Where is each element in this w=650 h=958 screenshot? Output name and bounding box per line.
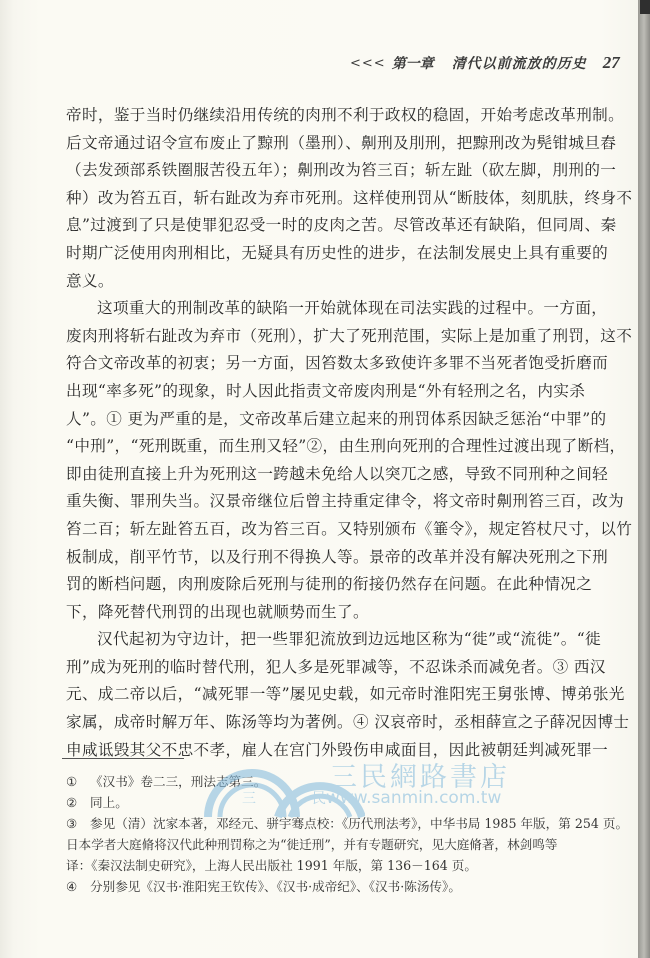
- footnote-3: [66, 813, 629, 834]
- footnote-text: 同上。: [90, 795, 128, 810]
- watermark-url: www.sanmin.com.tw: [326, 788, 502, 808]
- text-line: 废肉刑将斩右趾改为弃市（死刑），扩大了死刑范围，实际上是加重了刑罚，这不: [66, 326, 633, 345]
- footnotes: [66, 771, 629, 897]
- text-line: 申咸诋毁其父不忠不孝，雇人在宫门外毁伤申咸面目，因此被朝廷判减死罪一: [66, 740, 609, 759]
- footnote-1: [66, 771, 606, 792]
- chapter-label: 第一章: [391, 56, 434, 72]
- text-line: 罚的断档问题，肉刑废除后死刑与徒刑的衔接仍然存在问题。在此种情况之: [66, 575, 593, 594]
- footnote-text: 参见（清）沈家本著，邓经元、骈宇骞点校：《历代刑法考》，中华书局 1985 年版，第 254 页。: [90, 816, 629, 831]
- paragraph-start-line: 这项重大的刑制改革的缺陷一开始就体现在司法实践的过程中。一方面，: [97, 299, 608, 318]
- text-line: 后文帝通过诏令宣布废止了黥刑（墨刑）、劓刑及刖刑，把黥刑改为髡钳城旦舂: [66, 133, 617, 152]
- logo-char: 三: [242, 791, 256, 807]
- footnote-continuation: 日本学者大庭脩将汉代此种刑罚称之为“徙迁刑”，并有专题研究，见大庭脩著，林剑鸣等: [66, 837, 558, 852]
- footnote-2: [66, 792, 606, 813]
- text-line: “中刑”，“死刑既重，而生刑又轻”②，由生刑向死刑的合理性过渡出现了断档，: [66, 437, 626, 456]
- text-line: 元、成二帝以后，“减死罪一等”屡见史载，如元帝时淮阳宪王舅张博、博弟张光: [66, 685, 625, 704]
- text-line: 意义。: [66, 271, 114, 290]
- section-title: 清代以前流放的历史: [451, 56, 587, 72]
- footnote-text: 分别参见《汉书·淮阳宪王钦传》、《汉书·成帝纪》、《汉书·陈汤传》。: [90, 879, 461, 894]
- page-edge: [638, 0, 650, 958]
- page-number: 27: [602, 53, 620, 72]
- text-line: 下，降死替代刑罚的出现也就顺势而生了。: [66, 602, 369, 621]
- logo-char: 民: [312, 791, 326, 807]
- text-line: 刑”成为死刑的临时替代刑，犯人多是死罪减等，不忍诛杀而减免者。③ 西汉: [66, 657, 606, 676]
- text-line: （去发颈部系铁圈服苦役五年）；劓刑改为笞三百；斩左趾（砍左脚，刖刑的一: [66, 161, 617, 180]
- footnote-divider: [62, 758, 184, 759]
- footnote-marker: ②: [66, 795, 78, 810]
- running-head-arrows: <<<: [350, 55, 386, 71]
- text-line: 出现“率多死”的现象，时人因此指责文帝废肉刑是“外有轻刑之名，内实杀: [66, 381, 586, 400]
- text-line: 帝时，鉴于当时仍继续沿用传统的肉刑不利于政权的稳固，开始考虑改革刑制。: [66, 106, 625, 124]
- paragraph-start-line: 汉代起初为守边计，把一些罪犯流放到边远地区称为“徙”或“流徙”。“徙: [97, 630, 601, 649]
- text-line: 息”过渡到了只是使罪犯忍受一时的皮肉之苦。尽管改革还有缺陷，但同周、秦: [66, 216, 617, 235]
- text-line: 人”。① 更为严重的是，文帝改革后建立起来的刑罚体系因缺乏惩治“中罪”的: [66, 409, 607, 428]
- footnote-marker: ④: [66, 879, 78, 894]
- running-head: [350, 52, 620, 74]
- footnote-marker: ③: [66, 816, 78, 831]
- text-line: 即由徒刑直接上升为死刑这一跨越未免给人以突兀之感，导致不同刑种之间轻: [66, 464, 609, 483]
- footnote-4: [66, 876, 606, 897]
- text-line: 家属，成帝时解万年、陈汤等均为著例。④ 汉哀帝时，丞相薛宣之子薛况因博士: [66, 713, 630, 732]
- text-line: 符合文帝改革的初衷；另一方面，因笞数太多致使许多罪不当死者饱受折磨而: [66, 354, 609, 373]
- watermark-name: 三民網路書店: [330, 762, 510, 793]
- footnote-continuation: 译：《秦汉法制史研究》，上海人民出版社 1991 年版，第 136－164 页。: [66, 858, 477, 873]
- page-edge-shadow: [640, 0, 650, 14]
- footnote-marker: ①: [66, 774, 78, 789]
- text-line: 种）改为笞五百，斩右趾改为弃市死刑。这样使刑罚从“断肢体，刻肌肤，终身不: [66, 188, 633, 207]
- footnote-text: 《汉书》卷二三，刑法志第三。: [90, 774, 267, 789]
- text-line: 时期广泛使用肉刑相比，无疑具有历史性的进步，在法制发展史上具有重要的: [66, 243, 609, 262]
- body-text: [66, 102, 633, 764]
- text-line: 板制成，削平竹节，以及行刑不得换人等。景帝的改革并没有解决死刑之下刑: [66, 547, 609, 566]
- text-line: 笞二百；斩左趾笞五百，改为笞三百。又特别颁布《箠令》，规定笞杖尺寸，以竹: [66, 519, 633, 538]
- text-line: 重失衡、罪刑失当。汉景帝继位后曾主持重定律令，将文帝时劓刑笞三百，改为: [66, 492, 625, 511]
